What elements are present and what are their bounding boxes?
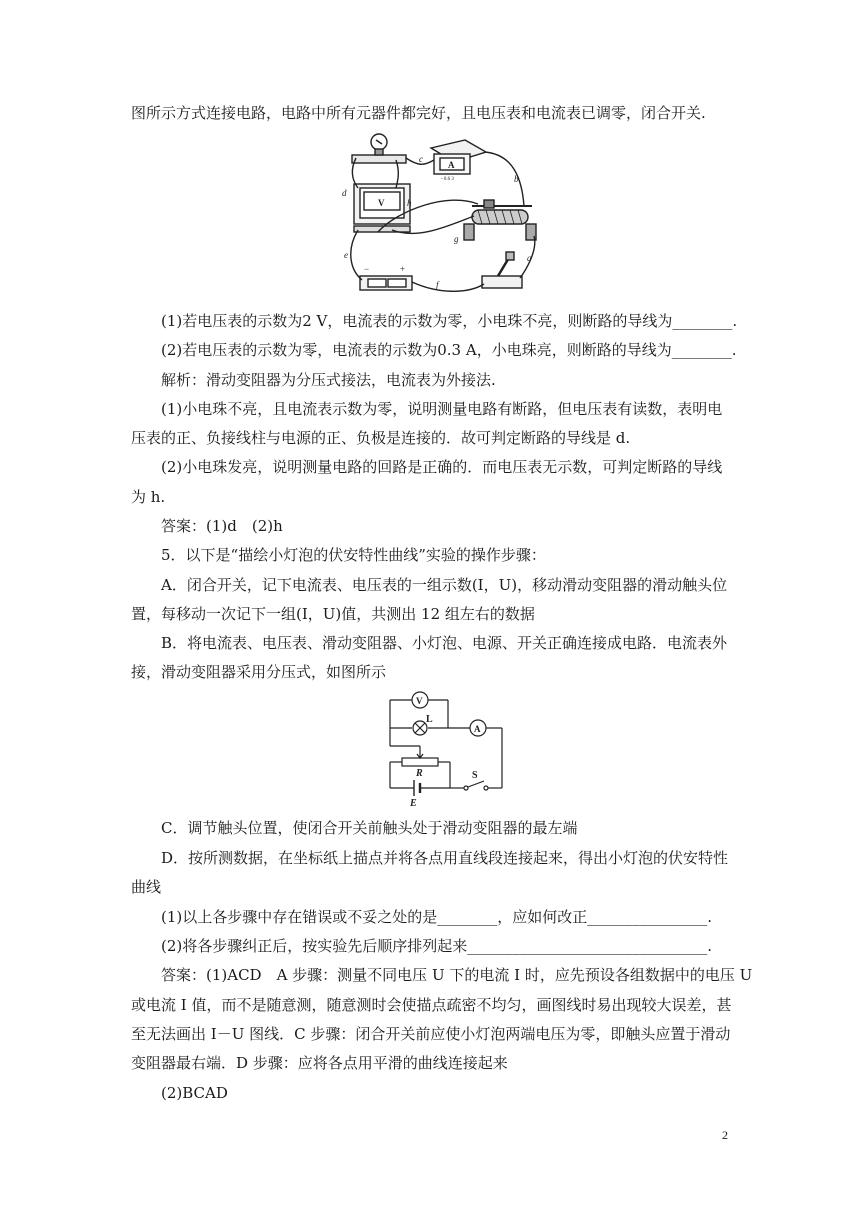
circuit-photo-figure — [338, 130, 550, 300]
answer-5-line-4: 变阻器最右端．D 步骤：应将各点用平滑的曲线连接起来 — [131, 1054, 508, 1072]
answer-4: 答案：(1)d (2)h — [161, 517, 283, 535]
voltmeter-symbol: V — [378, 198, 385, 208]
wire-label-a: a — [527, 253, 532, 263]
wire-label-b: b — [514, 174, 519, 184]
wire-label-g: g — [454, 234, 459, 244]
wire-label-h: h — [407, 198, 412, 208]
battery-plus: + — [400, 264, 406, 274]
step-b-line-2: 接，滑动变阻器采用分压式，如图所示 — [131, 663, 387, 681]
wire-label-d: d — [342, 188, 347, 198]
answer-5-line-2: 或电流 I 值，而不是随意测，随意测时会使描点疏密不均匀，画图线时易出现较大误差，甚 — [131, 996, 732, 1014]
step-c: C．调节触头位置，使闭合开关前触头处于滑动变阻器的最左端 — [161, 819, 578, 837]
step-a-line-2: 置，每移动一次记下一组(I，U)值，共测出 12 组左右的数据 — [131, 605, 535, 623]
answer-5-line-1: 答案：(1)ACD A 步骤：测量不同电压 U 下的电流 I 时，应先预设各组数据中的电压 U — [161, 966, 753, 984]
knife-switch-icon — [482, 252, 522, 288]
wire-e — [351, 230, 362, 280]
wire-f — [412, 282, 484, 291]
question-2: (2)若电压表的示数为零，电流表的示数为0.3 A，小电珠亮，则断路的导线为________. — [161, 341, 737, 359]
step-d-line-1: D．按所测数据，在坐标纸上描点并将各点用直线段连接起来，得出小灯泡的伏安特性 — [161, 849, 729, 867]
schematic-lamp-label: L — [426, 714, 433, 725]
ammeter-scale: - 0.6 3 — [441, 177, 454, 182]
question-5-2: (2)将各步骤纠正后，按实验先后顺序排列起来________________________________. — [161, 937, 713, 955]
wire-label-e: e — [344, 250, 348, 260]
answer-5-line-5: (2)BCAD — [161, 1084, 228, 1102]
schematic-switch-label: S — [472, 770, 478, 781]
step-a-line-1: A．闭合开关，记下电流表、电压表的一组示数(I，U)，移动滑动变阻器的滑动触头位 — [161, 576, 728, 594]
question-1: (1)若电压表的示数为2 V，电流表的示数为零，小电珠不亮，则断路的导线为________. — [161, 312, 738, 330]
bulb-board — [352, 155, 406, 163]
analysis-1-line-2: 压表的正、负接线柱与电源的正、负极是连接的．故可判定断路的导线是 d. — [131, 429, 631, 447]
question-5-1: (1)以上各步骤中存在错误或不妥之处的是________，应如何改正________________. — [161, 908, 713, 926]
battery-minus: − — [364, 264, 370, 274]
ammeter-symbol: A — [448, 160, 455, 170]
analysis-1-line-1: (1)小电珠不亮，且电流表示数为零，说明测量电路有断路，但电压表有读数，表明电 — [161, 400, 723, 418]
rheostat-icon — [464, 200, 536, 240]
ammeter-icon — [431, 140, 486, 174]
wire-label-c: c — [419, 154, 423, 164]
step-d-line-2: 曲线 — [131, 878, 162, 896]
battery-icon — [360, 276, 412, 290]
text-line: 图所示方式连接电路，电路中所有元器件都完好，且电压表和电流表已调零，闭合开关. — [131, 104, 706, 122]
analysis-heading: 解析：滑动变阻器为分压式接法，电流表为外接法. — [161, 371, 496, 389]
circuit-schematic-figure — [380, 688, 510, 808]
wire-label-f: f — [436, 280, 439, 290]
schematic-rheostat-label: R — [416, 768, 423, 779]
analysis-2-line-1: (2)小电珠发亮，说明测量电路的回路是正确的．而电压表无示数，可判定断路的导线 — [161, 458, 723, 476]
schematic-source-label: E — [410, 798, 417, 808]
schematic-ammeter-label: A — [474, 724, 481, 734]
rheostat-symbol — [402, 758, 438, 766]
switch-symbol — [468, 781, 484, 787]
step-b-line-1: B．将电流表、电压表、滑动变阻器、小灯泡、电源、开关正确连接成电路．电流表外 — [161, 634, 728, 652]
analysis-2-line-2: 为 h. — [131, 488, 166, 506]
voltmeter-icon — [354, 184, 410, 232]
answer-5-line-3: 至无法画出 I－U 图线．C 步骤：闭合开关前应使小灯泡两端电压为零，即触头应置于滑动 — [131, 1025, 731, 1043]
schematic-voltmeter-label: V — [416, 696, 423, 706]
problem-5-title: 5．以下是“描绘小灯泡的伏安特性曲线”实验的操作步骤： — [161, 546, 546, 564]
page-number: 2 — [722, 1128, 728, 1142]
